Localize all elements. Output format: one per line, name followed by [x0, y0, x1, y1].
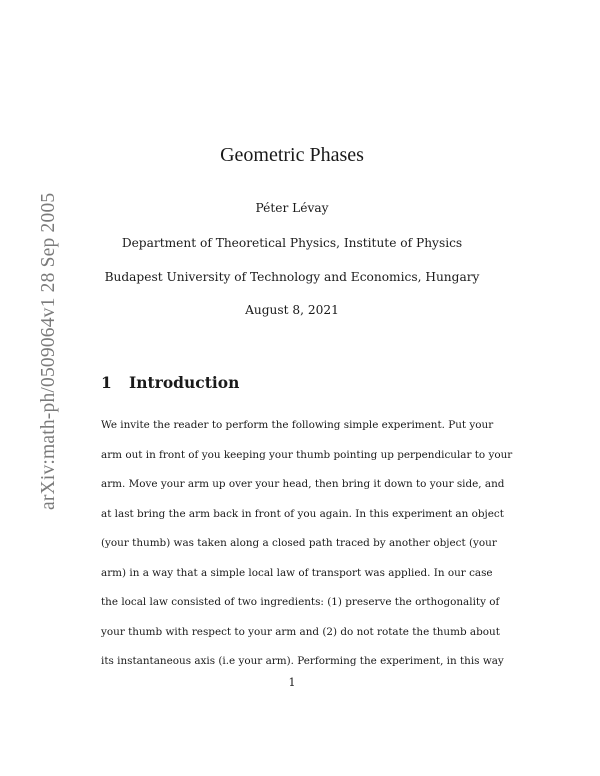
- affiliation-department: Department of Theoretical Physics, Institute of Physics: [121, 236, 463, 250]
- arxiv-margin-stamp: arXiv:math-ph/0509064v1 28 Sep 2005: [38, 192, 59, 510]
- body-line: your thumb with respect to your arm and (2) do not rotate the thumb about: [101, 625, 500, 638]
- body-line: arm out in front of you keeping your thumb pointing up perpendicular to your: [101, 448, 513, 461]
- body-paragraph: [101, 416, 513, 682]
- paper-title: Geometric Phases: [220, 144, 364, 166]
- body-line: its instantaneous axis (i.e your arm). Performing the experiment, in this way: [101, 655, 504, 667]
- author-name: Péter Lévay: [255, 201, 329, 215]
- body-line: arm. Move your arm up over your head, then bring it down to your side, and: [101, 478, 505, 490]
- body-line: arm) in a way that a simple local law of transport was applied. In our case: [101, 566, 493, 579]
- body-line: (your thumb) was taken along a closed path traced by another object (your: [101, 537, 497, 549]
- body-line: the local law consisted of two ingredients: (1) preserve the orthogonality of: [101, 596, 500, 608]
- body-line: at last bring the arm back in front of you again. In this experiment an object: [101, 507, 504, 520]
- section-number: 1: [101, 373, 112, 392]
- paper-date: August 8, 2021: [245, 303, 339, 317]
- body-line: We invite the reader to perform the following simple experiment. Put your: [101, 419, 494, 431]
- page-number: 1: [288, 676, 296, 689]
- section-heading: [101, 373, 239, 392]
- affiliation-university: Budapest University of Technology and Economics, Hungary: [104, 270, 480, 284]
- section-title: Introduction: [129, 373, 240, 392]
